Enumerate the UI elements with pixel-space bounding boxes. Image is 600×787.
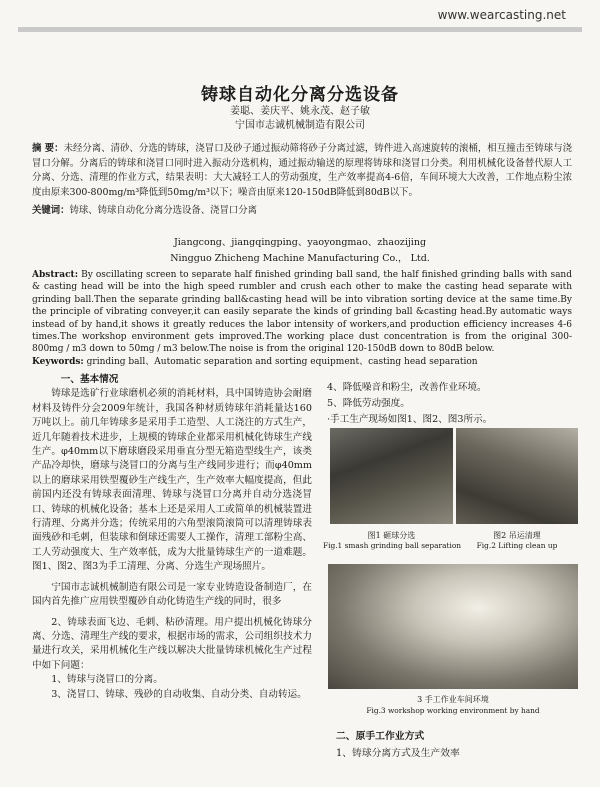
keywords-cn xyxy=(32,202,572,216)
section2-heading: 二、原手工作业方式 xyxy=(336,731,425,742)
site-url[interactable]: www.wearcasting.net xyxy=(437,8,566,22)
affiliation-en: Ningguo Zhicheng Machine Manufacturing Co.， Ltd. xyxy=(170,253,430,264)
keywords-en xyxy=(32,354,572,367)
fig3-caption-en: Fig.3 workshop working environment by hand xyxy=(366,706,540,715)
affiliation-cn: 宁国市志诚机械制造有限公司 xyxy=(235,120,365,131)
keywords-cn-text: 铸球、铸球自动化分离分选设备、浇冒口分离 xyxy=(69,205,258,216)
abstract-cn-label: 摘 要： xyxy=(32,143,64,154)
right-item-6: ·手工生产现场如图1、图2、图3所示。 xyxy=(327,414,493,425)
header-rule xyxy=(18,27,582,32)
fig2-caption-cn: 图2 吊运清理 xyxy=(493,531,541,540)
left-column xyxy=(32,373,312,702)
fig1-caption-cn: 图1 砸球分选 xyxy=(367,531,416,540)
section1-item1: 1、铸球与浇冒口的分离。 xyxy=(51,674,163,686)
fig2-caption-en: Fig.2 Lifting clean up xyxy=(476,541,558,550)
keywords-cn-label: 关键词： xyxy=(32,205,70,216)
section2-subheading: 1、铸球分离方式及生产效率 xyxy=(336,748,460,759)
abstract-en-text: By oscillating screen to separate half finished grinding ball sand, the half finished grinding balls with sand & casting head will be into the high speed rumbler and crush each other to make the casting head separate with grinding ball.Then the separate grinding ball&casting head will be into vibration sorting device at the same time.By the principle of vibrating conveyer,it can easily separate the kinds of grinding ball &casting head.By automatic ways instead of by hand,it shows it greatly reduces the labor intensity of workers,and production efficiency increases 4-6 times.The workshop environment gets improved.The working place dust concentration is from the original 300-800mg / m3 down to 50mg / m3 below.The noise is from the original 120-150dB down to 80dB below. xyxy=(32,270,572,355)
authors-en: Jiangcong、jiangqingping、yaoyongmao、zhaozijing xyxy=(173,237,427,248)
paper-title: 铸球自动化分离分选设备 xyxy=(201,85,399,105)
fig2-photo xyxy=(456,428,578,524)
keywords-en-label: Keywords: xyxy=(32,357,84,367)
section1-para2: 宁国市志诚机械制造有限公司是一家专业铸造设备制造厂，在国内首先推广应用铁型覆砂自动化铸造生产线的同时，很多 xyxy=(32,581,312,608)
right-list xyxy=(327,380,577,428)
authors-cn: 姜聪、姜庆平、姚永茂、赵子敏 xyxy=(230,106,370,117)
section1-item2: 3、浇冒口、铸球、残砂的自动收集、自动分类、自动转运。 xyxy=(51,688,307,700)
abstract-en-label: Abstract: xyxy=(32,270,79,280)
fig3-photo xyxy=(328,564,578,689)
fig1-photo xyxy=(330,428,453,524)
section1-para1: 铸球是选矿行业球磨机必须的消耗材料，具中国铸造协会耐磨材料及铸件分会2009年统计，我国各种材质铸球年消耗量达160万吨以上。前几年铸球多是采用手工造型、人工浇注的方式生产，近几年随着技术进步，上规模的铸球企业都采用机械化铸球生产线生产。φ40mm以下磨球磨段采用垂直分型无箱造型线生产，该类产品冷却快，磨球与浇冒口的分离与生产线同步进行；而φ40mm以上的磨球采用铁型覆砂生产线生产，生产效率大幅度提高，但此前国内还没有铸球表面清理、铸球与浇冒口分离并自动分选浇冒口、铸球的机械化设备；基本上还是采用人工或简单的机械装置进行清理、分离并分选；传统采用的六角型滚筒滚筒可以清理铸球表面残砂和毛刺，但装球和倒球还需要人工操作，清理工部粉尘高、工人劳动强度大、生产效率低，成为大批量铸球生产的一道难题。图1、图2、图3为手工清理、分离、分选生产现场照片。 xyxy=(32,388,312,573)
fig1-caption-en: Fig.1 smash grinding ball separation xyxy=(322,541,462,550)
section1-para3: 2、铸球表面飞边、毛刺、粘砂清理。用户提出机械化铸球分离、分选、清理生产线的要求，根据市场的需求，公司组织技术力量进行攻关，采用机械化生产线以解决大批量铸球机械化生产过程中如下问题： xyxy=(32,616,312,671)
keywords-en-text: grinding ball、Automatic separation and sorting equipment、casting head separation xyxy=(83,357,478,367)
right-item-5: 5、降低劳动强度。 xyxy=(327,398,410,409)
right-item-4: 4、降低噪音和粉尘，改善作业环境。 xyxy=(327,382,487,393)
abstract-en xyxy=(32,269,572,356)
abstract-cn xyxy=(32,142,572,200)
abstract-cn-text: 未经分离、清砂、分选的铸球，浇冒口及砂子通过振动筛将砂子分离过滤，铸件进入高速旋转的滚桶，相互撞击至铸球与浇冒口分解。分离后的铸球和浇冒口同时进入振动分选机构，通过振动输送的原理将铸球和浇冒口分类。利用机械化设备替代原人工分离、分选、清理的作业方式，结果表明：大大减轻工人的劳动强度，生产效率提高4-6倍，车间环境大大改善，工作地点粉尘浓度由原来300-800mg/m³降低到50mg/m³以下；噪音由原来120-150dB降低到80dB以下。 xyxy=(32,143,572,198)
fig3-caption-cn: 3 手工作业车间环境 xyxy=(417,695,489,704)
section1-heading: 一、基本情况 xyxy=(60,374,119,385)
